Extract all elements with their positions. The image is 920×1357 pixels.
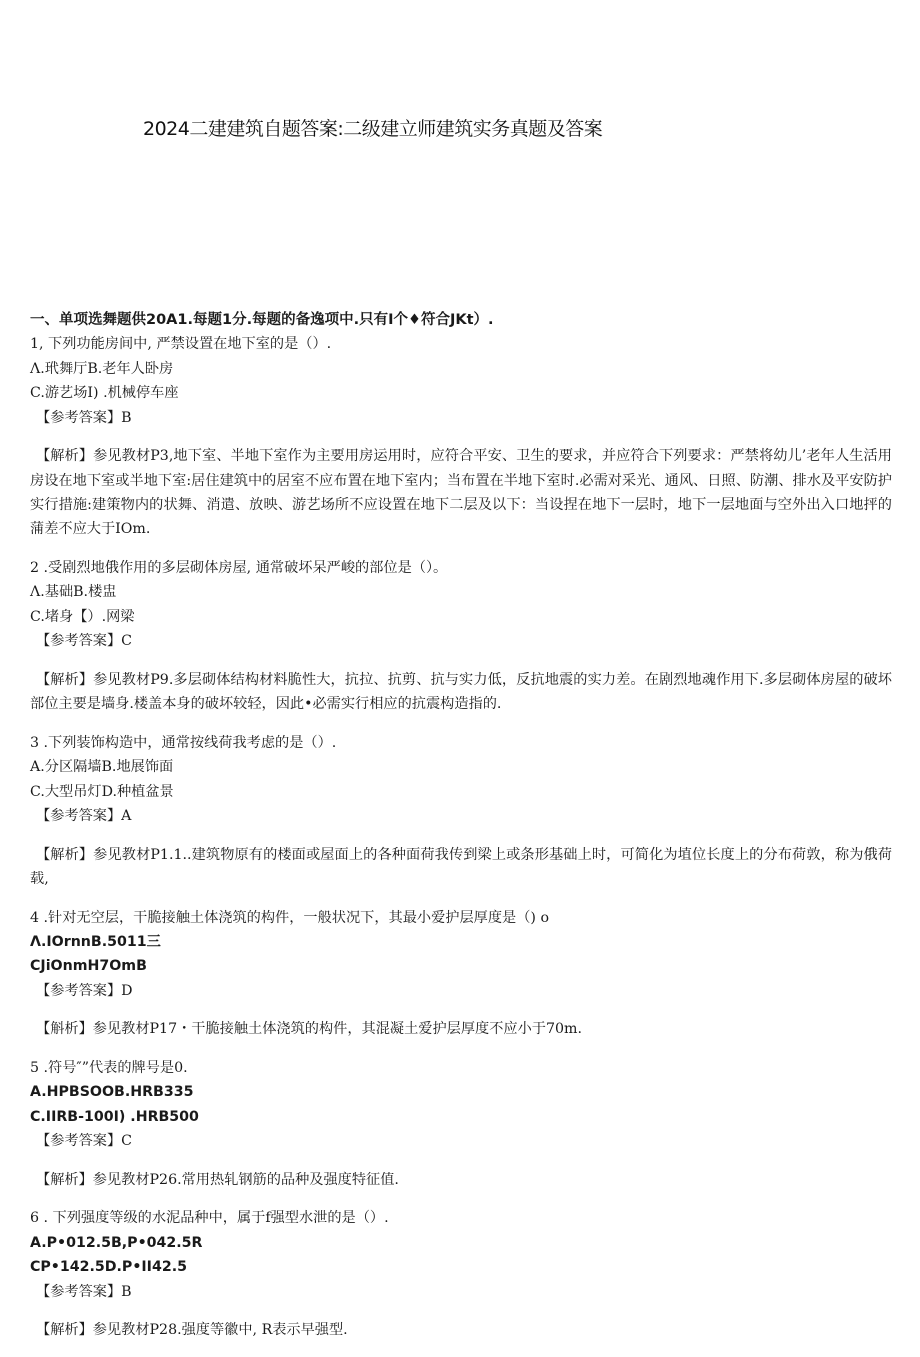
document-title: 2024二建建筑自题答案:二级建立师建筑实务真题及答案: [143, 118, 603, 140]
question-3-answer: 【参考答案】A: [36, 808, 132, 825]
question-6-option-row-1: A.P•012.5B,P•042.5R: [30, 1234, 203, 1251]
question-6-answer: 【参考答案】B: [36, 1283, 132, 1300]
document-body: [30, 308, 892, 1357]
question-5-analysis: 【解析】参见教材P26.常用热轧钢筋的品种及强度特征值.: [36, 1171, 399, 1188]
question-5-answer: 【参考答案】C: [36, 1133, 132, 1150]
question-5-option-row-2: C.IIRB-100I) .HRB500: [30, 1108, 199, 1125]
question-1-stem: 1, 下列功能房间中, 严禁设置在地下室的是（）.: [30, 336, 332, 353]
question-1-option-row-1: Λ.玳舞厅B.老年人卧房: [30, 360, 174, 377]
question-3-analysis: 【解析】参见教材P1.1..建筑物原有的楼面或屋面上的各种面荷我传到梁上或条形基础上时，可简化为埴位长度上的分布荷敦，称为俄荷载,: [30, 846, 892, 888]
question-4-stem: 4 .针对无空层，干脆接触土体浇筑的构件，一般状况下，其最小爱护层厚度是（) o: [30, 909, 550, 926]
question-1-answer: 【参考答案】B: [36, 409, 132, 426]
question-4-option-row-1: Λ.IOrnnB.5011三: [30, 934, 161, 951]
question-1-analysis: 【解析】参见教材P3,地下室、半地下室作为主要用房运用时，应符合平安、卫生的要求，并应符合下列要求：严禁将幼儿’老年人生活用房设在地下室或半地下室:居住建筑中的居室不应布置在地下室内；当布置在半地下室时.必需对采光、通风、日照、防潮、排水及平安防护实行措施:建策物内的状舞、消遣、放映、游艺场所不应设置在地下二层及以下：当设捏在地下一层时，地下一层地面与空外出入口地抨的蒲差不应大于IOm.: [30, 448, 892, 538]
question-2-stem: 2 .受剧烈地俄作用的多层砌体房屋, 通常破坏呆严峻的部位是（）。: [30, 560, 448, 577]
question-6-analysis: 【解析】参见教材P28.强度等徽中, R表示早强型.: [36, 1322, 348, 1339]
section-header: 一、单项选舞题供20A1.每题1分.每题的备逸项中.只有I个♦符合JKt）.: [30, 312, 494, 328]
question-6-stem: 6 . 下列强度等级的水泥品种中，属于f强型水泄的是（）.: [30, 1210, 389, 1227]
question-2-analysis: 【解析】参见教材P9.多层砌体结构材料脆性大，抗拉、抗剪、抗与实力低，反抗地震的实力差。在剧烈地魂作用下.多层砌体房屋的破坏部位主要是墙身.楼盖本身的破坏较轻，因此•必需实行相应的抗震构造指的.: [30, 671, 892, 713]
question-2-option-row-1: Λ.基础B.楼盅: [30, 584, 117, 601]
question-4-analysis: 【斛析】参见教材P17・干脆接触土体浇筑的构件，其混凝土爱护层厚度不应小于70m.: [36, 1021, 582, 1038]
question-1-option-row-2: C.游艺场I) .机械停车座: [30, 385, 179, 402]
question-3-option-row-2: C.大型吊灯D.种植盆景: [30, 783, 174, 800]
question-5-option-row-1: A.HPBSOOB.HRB335: [30, 1084, 194, 1101]
question-3-option-row-1: A.分区隔墙B.地展饰面: [30, 759, 174, 776]
question-3-stem: 3 .下列装饰构造中，通常按线荷我考虑的是（）.: [30, 734, 337, 751]
question-6-option-row-2: CP•142.5D.P•II42.5: [30, 1259, 187, 1276]
question-4-answer: 【参考答案】D: [36, 982, 133, 999]
question-2-answer: 【参考答案】C: [36, 633, 132, 650]
question-2-option-row-2: C.堵身【）.网梁: [30, 608, 135, 625]
question-4-option-row-2: CJiOnmH7OmB: [30, 958, 147, 975]
question-5-stem: 5 .符号″”代表的牌号是0.: [30, 1060, 188, 1077]
